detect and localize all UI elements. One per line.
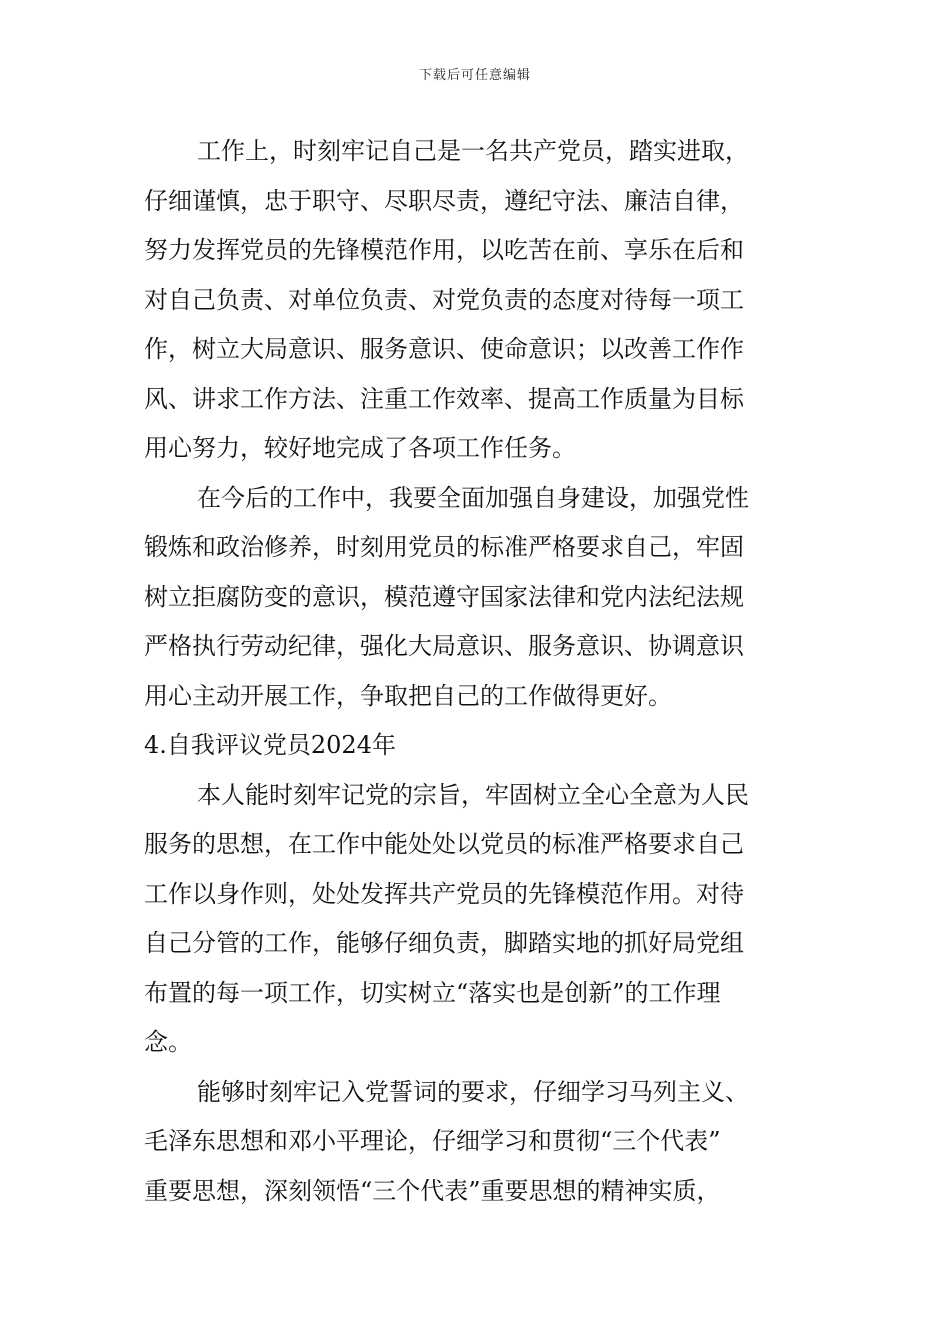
text-line: 本人能时刻牢记党的宗旨，牢固树立全心全意为人民 [197,780,749,809]
text-line: 工作上，时刻牢记自己是一名共产党员，踏实进取， [197,137,749,165]
text-line: 严格执行劳动纪律，强化大局意识、服务意识、协调意识 [144,632,744,660]
document-body [144,127,806,1216]
header-note: 下载后可任意编辑 [418,68,531,83]
section-heading: 4.自我评议党员2024年 [144,731,396,759]
text-line: 布置的每一项工作，切实树立“落实也是创新”的工作理 [144,978,721,1007]
text-line: 风、讲求工作方法、注重工作效率、提高工作质量为目标 [144,384,744,413]
text-line: 树立拒腐防变的意识，模范遵守国家法律和党内法纪法规 [144,582,744,611]
text-line: 毛泽东思想和邓小平理论，仔细学习和贯彻“三个代表” [144,1127,721,1155]
text-line: 自己分管的工作，能够仔细负责，脚踏实地的抓好局党组 [144,929,744,957]
text-line: 对自己负责、对单位负责、对党负责的态度对待每一项工 [144,285,744,314]
text-line: 用心主动开展工作，争取把自己的工作做得更好。 [144,681,672,710]
text-line: 用心努力，较好地完成了各项工作任务。 [144,434,576,462]
text-line: 念。 [144,1028,192,1056]
text-line: 仔细谨慎，忠于职守、尽职尽责，遵纪守法、廉洁自律， [144,186,744,215]
text-line: 作，树立大局意识、服务意识、使命意识；以改善工作作 [144,335,744,363]
text-line: 在今后的工作中，我要全面加强自身建设，加强党性 [197,483,749,512]
text-line: 锻炼和政治修养，时刻用党员的标准严格要求自己，牢固 [144,533,744,561]
text-line: 重要思想，深刻领悟“三个代表”重要思想的精神实质， [144,1176,721,1205]
text-line: 服务的思想，在工作中能处处以党员的标准严格要求自己 [144,830,744,858]
text-line: 工作以身作则，处处发挥共产党员的先锋模范作用。对待 [144,879,744,908]
text-line: 能够时刻牢记入党誓词的要求，仔细学习马列主义、 [197,1077,749,1106]
text-line: 努力发挥党员的先锋模范作用，以吃苦在前、享乐在后和 [144,236,744,264]
